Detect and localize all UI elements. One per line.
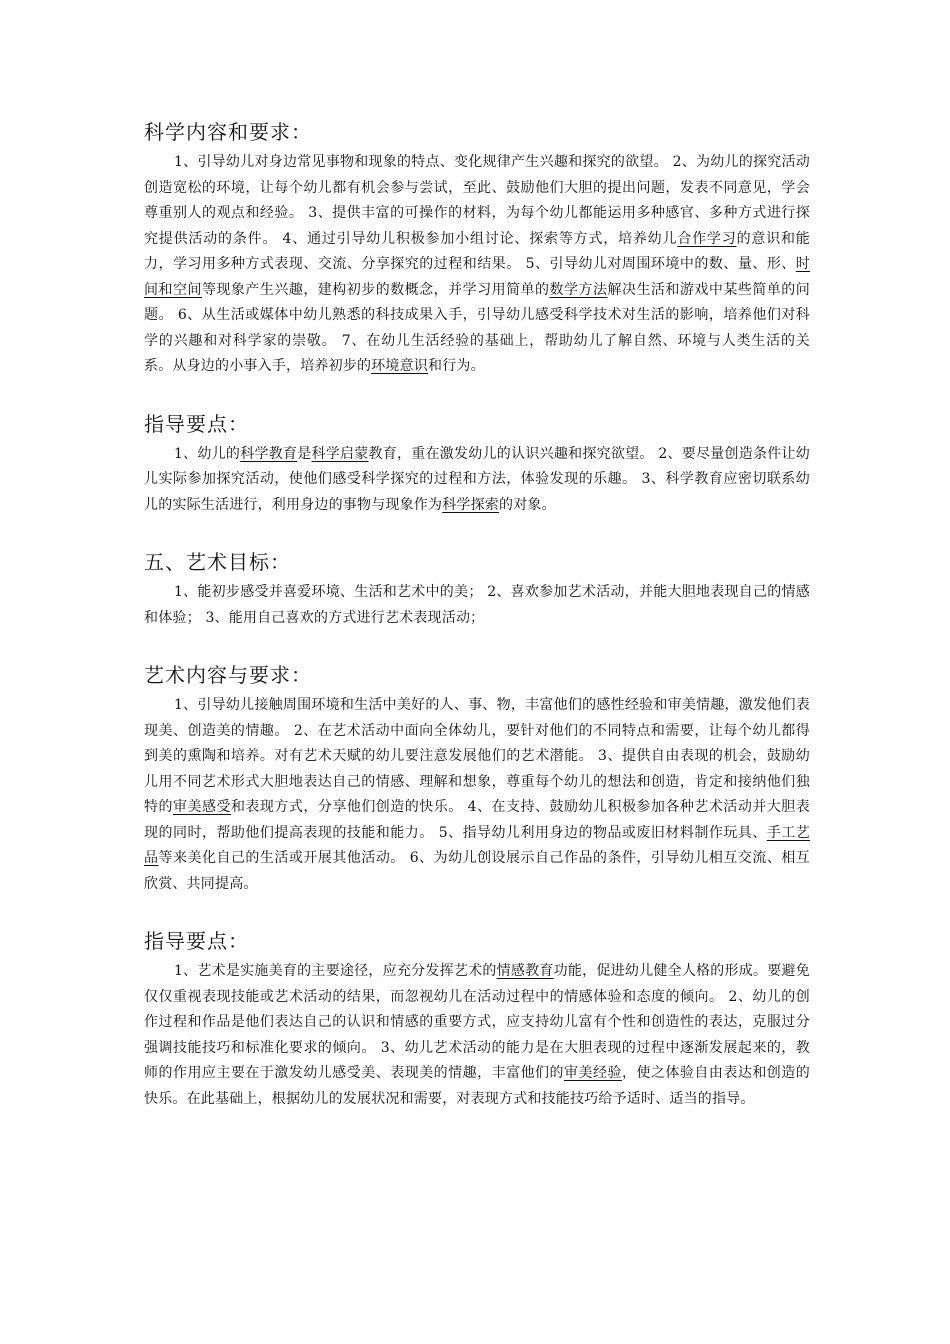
text-run: 1、幼儿的 (174, 445, 241, 462)
section-paragraph (144, 442, 810, 519)
text-run: 1、引导幼儿对身边常见事物和现象的特点、变化规律产生兴趣和探究的欲望。 2、为幼儿的探究活动创造宽松的环境，让每个幼儿都有机会参与尝试，至此、鼓励他们大胆的提出问题，发表不同意见，学会尊重别人的观点和经验。 3、提供丰富的可操作的材料，为每个幼儿都能运用多种感官、多种方式进行探究提供活动的条件。 4、通过引导幼儿积极参加小组讨论、探索等方式，培养幼儿 (144, 154, 810, 247)
link-emotional-education[interactable]: 情感教育 (496, 963, 554, 979)
section-paragraph (144, 580, 810, 631)
document-page (144, 118, 810, 1112)
text-run: 的对象。 (499, 496, 556, 513)
link-science-enlightenment[interactable]: 科学启蒙 (311, 445, 369, 462)
section-science-content (144, 118, 810, 380)
text-run: ，使之体验自由表达和创造的快乐。在此基础上，根据幼儿的发展状况和需要，对表现方式和技能技巧给予适时、适当的指导。 (144, 1065, 810, 1107)
link-aesthetic-feeling[interactable]: 审美感受 (172, 799, 231, 815)
link-aesthetic-experience[interactable]: 审美经验 (564, 1065, 622, 1081)
link-science-education[interactable]: 科学教育 (240, 445, 298, 462)
section-art-content (144, 661, 810, 897)
text-run: 1、能初步感受并喜爱环境、生活和艺术中的美； 2、喜欢参加艺术活动，并能大胆地表现自己的情感和体验； 3、能用自己喜欢的方式进行艺术表现活动； (144, 584, 810, 626)
text-run: 是 (297, 445, 312, 462)
text-run: 等来美化自己的生活或开展其他活动。 6、为幼儿创设展示自己作品的条件，引导幼儿相互交流、相互欣赏、共同提高。 (144, 850, 811, 892)
link-science-exploration[interactable]: 科学探索 (442, 496, 500, 513)
text-run: 和行为。 (428, 358, 485, 374)
text-run: 教育，重在激发幼儿的认识兴趣和探究欲望。 2、要尽量创造条件让幼儿实际参加探究活动，使他们感受科学探究的过程和方法，体验发现的乐趣。 3、科学教育应密切联系幼儿的实际生活进行，利用身边的事物与现象作为 (144, 445, 810, 513)
section-art-guidance (144, 927, 810, 1112)
section-science-guidance (144, 410, 810, 519)
text-run: 解决生活和游戏中某些简单的问题。 6、从生活或媒体中幼儿熟悉的科技成果入手，引导幼儿感受科学技术对生活的影响，培养他们对科学的兴趣和对科学家的崇敬。 7、在幼儿生活经验的基础上，帮助幼儿了解自然、环境与人类生活的关系。从身边的小事入手，培养初步的 (144, 281, 810, 374)
section-paragraph (144, 693, 810, 897)
link-environmental-awareness[interactable]: 环境意识 (371, 358, 429, 374)
link-handicrafts[interactable]: 手工艺品 (144, 824, 811, 866)
section-heading: 指导要点： (144, 411, 249, 436)
section-heading: 艺术内容与要求： (144, 663, 312, 687)
section-art-goals (144, 548, 810, 631)
section-paragraph (144, 150, 810, 380)
text-run: 和表现方式，分享他们创造的快乐。 4、在支持、鼓励幼儿积极参加各种艺术活动并大胆表现的同时，帮助他们提高表现的技能和能力。 5、指导幼儿利用身边的物品或废旧材料制作玩具、 (144, 799, 810, 841)
section-heading: 五、艺术目标： (144, 550, 291, 574)
section-heading: 指导要点： (144, 929, 249, 953)
text-run: 等现象产生兴趣，建构初步的数概念，并学习用简单的 (201, 281, 550, 298)
text-run: 的意识和能力，学习用多种方式表现、交流、分享探究的过程和结果。 5、引导幼儿对周围环境中的数、量、形、 (144, 230, 810, 272)
section-heading: 科学内容和要求： (144, 120, 312, 144)
text-run: 功能，促进幼儿健全人格的形成。要避免仅仅重视表现技能或艺术活动的结果，而忽视幼儿在活动过程中的情感体验和态度的倾向。 2、幼儿的创作过程和作品是他们表达自己的认识和情感的重要方式，应支持幼儿富有个性和创造性的表达，克服过分强调技能技巧和标准化要求的倾向。 3、幼儿艺术活动的能力是在大胆表现的过程中逐渐发展起来的，教师的作用应主要在于激发幼儿感受美、表现美的情趣，丰富他们的 (144, 963, 810, 1081)
link-cooperative-learning[interactable]: 合作学习 (677, 230, 737, 247)
link-time-and-space[interactable]: 时间和空间 (144, 256, 810, 298)
section-paragraph (144, 959, 810, 1112)
text-run: 1、引导幼儿接触周围环境和生活中美好的人、事、物，丰富他们的感性经验和审美情趣，激发他们表现美、创造美的情趣。 2、在艺术活动中面向全体幼儿，要针对他们的不同特点和需要，让每个幼儿都得到美的熏陶和培养。对有艺术天赋的幼儿要注意发展他们的艺术潜能。 3、提供自由表现的机会，鼓励幼儿用不同艺术形式大胆地表达自己的情感、理解和想象，尊重每个幼儿的想法和创造，肯定和接纳他们独特的 (144, 697, 810, 815)
link-math-methods[interactable]: 数学方法 (549, 281, 608, 298)
text-run: 1、艺术是实施美育的主要途径，应充分发挥艺术的 (174, 963, 497, 979)
